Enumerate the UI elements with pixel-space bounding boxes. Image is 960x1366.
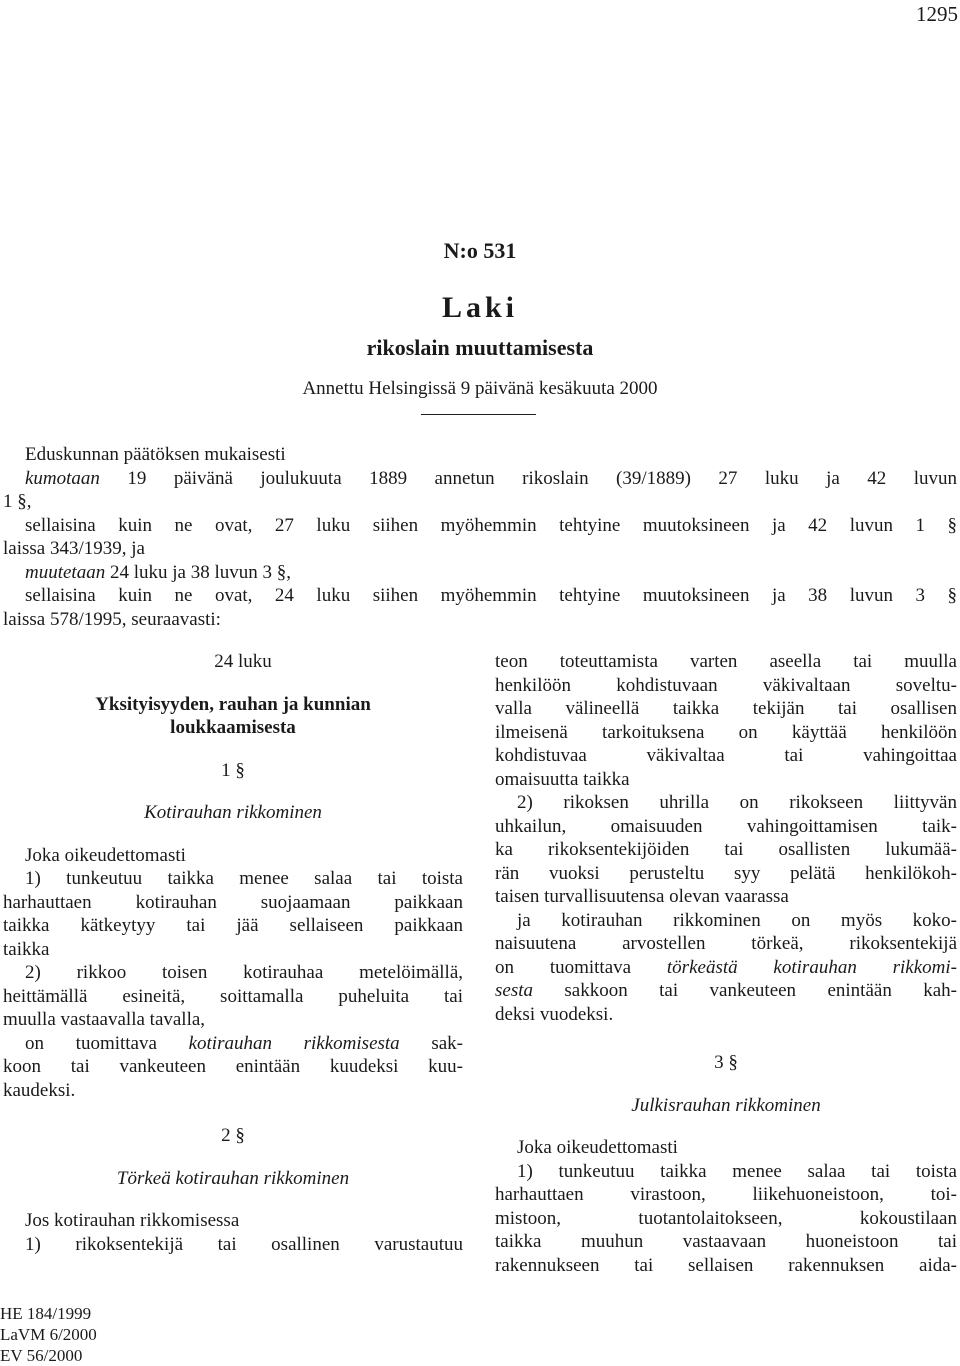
left-column bbox=[3, 650, 463, 1256]
preamble-line: laissa 578/1995, seuraavasti: bbox=[3, 608, 221, 630]
page-number: 1295 bbox=[916, 2, 958, 26]
text-line: naisuutena arvostellen törkeä, rikoksentekijä bbox=[495, 933, 957, 954]
text-line: Joka oikeudettomasti bbox=[25, 844, 186, 866]
text-line: deksi vuodeksi. bbox=[495, 1003, 614, 1025]
text-line: uhkailun, omaisuuden vahingoittamisen taik- bbox=[495, 815, 957, 837]
footnote-references bbox=[0, 1303, 97, 1366]
text-line: rän vuoksi perusteltu syy pelätä henkilökoh- bbox=[495, 862, 957, 884]
text-line: heittämällä esineitä, soittamalla puheluita tai bbox=[3, 985, 463, 1007]
right-column bbox=[495, 650, 957, 1277]
text-line: on tuomittava kotirauhan rikkomisesta sak- bbox=[25, 1032, 464, 1054]
reference-line: HE 184/1999 bbox=[0, 1304, 92, 1323]
chapter-title: Yksityisyyden, rauhan ja kunnian loukkaamisesta bbox=[95, 693, 371, 738]
text-line: taisen turvallisuutensa olevan vaarassa bbox=[495, 886, 789, 907]
text-line: taikka kätkeytyy tai jää sellaiseen paikkaan bbox=[3, 915, 463, 936]
text-line: on tuomittava törkeästä kotirauhan rikkomi- bbox=[495, 956, 958, 978]
act-subtitle: rikoslain muuttamisesta bbox=[366, 335, 594, 360]
preamble-line: sellaisina kuin ne ovat, 24 luku siihen myöhemmin tehtyine muutoksineen ja 38 luvun 3 § bbox=[25, 585, 957, 606]
text-line: taikka muuhun vastaavaan huoneistoon tai bbox=[495, 1231, 957, 1252]
text-line: rakennukseen tai sellaisen rakennuksen aida- bbox=[495, 1254, 957, 1276]
reference-line: LaVM 6/2000 bbox=[0, 1325, 97, 1344]
section-title: Törkeä kotirauhan rikkominen bbox=[116, 1167, 350, 1189]
text-line: 1) rikoksentekijä tai osallinen varustautuu bbox=[25, 1233, 463, 1255]
text-line: harhauttaen kotirauhan suojaamaan paikkaan bbox=[3, 891, 463, 913]
preamble-line: muutetaan 24 luku ja 38 luvun 3 §, bbox=[25, 561, 291, 583]
text-line: Joka oikeudettomasti bbox=[517, 1137, 678, 1158]
section-number: 1 § bbox=[221, 759, 245, 781]
preamble bbox=[3, 443, 957, 631]
section-number: 2 § bbox=[221, 1125, 245, 1146]
enactment-date: Annettu Helsingissä 9 päivänä kesäkuuta 2000 bbox=[302, 378, 658, 399]
reference-line: EV 56/2000 bbox=[0, 1346, 83, 1365]
text-line: valla välineellä taikka tekijän tai osallisen bbox=[495, 698, 957, 719]
text-line: ka rikoksentekijöiden tai osallisten lukumää- bbox=[495, 839, 957, 860]
text-line: taikka bbox=[3, 938, 50, 960]
text-line: kohdistuvaa väkivaltaa tai vahingoittaa bbox=[495, 745, 957, 766]
text-line: harhauttaen virastoon, liikehuoneistoon, toi- bbox=[495, 1184, 957, 1205]
text-line: sesta sakkoon tai vankeuteen enintään kah- bbox=[495, 980, 957, 1001]
text-line: omaisuutta taikka bbox=[495, 768, 630, 790]
text-line: kaudeksi. bbox=[3, 1079, 76, 1101]
act-heading: Laki bbox=[441, 291, 519, 324]
text-line: teon toteuttamista varten aseella tai muulla bbox=[495, 651, 957, 672]
preamble-line: Eduskunnan päätöksen mukaisesti bbox=[25, 444, 286, 465]
text-line: ilmeisenä tarkoituksena on käyttää henkilöön bbox=[495, 721, 957, 743]
text-line: 2) rikoksen uhrilla on rikokseen liittyvän bbox=[517, 792, 957, 813]
text-line: 1) tunkeutuu taikka menee salaa tai toista bbox=[517, 1160, 957, 1182]
text-line: 1) tunkeutuu taikka menee salaa tai toista bbox=[25, 868, 463, 889]
text-line: 2) rikkoo toisen kotirauhaa metelöimällä, bbox=[25, 962, 463, 983]
section-title: Kotirauhan rikkominen bbox=[144, 802, 322, 823]
preamble-line: 1 §, bbox=[3, 491, 32, 512]
chapter-number: 24 luku bbox=[214, 651, 272, 672]
text-line: Jos kotirauhan rikkomisessa bbox=[25, 1210, 240, 1231]
section-number: 3 § bbox=[714, 1052, 738, 1073]
text-line: henkilöön kohdistuvaan väkivaltaan soveltu- bbox=[495, 674, 957, 696]
section-title: Julkisrauhan rikkominen bbox=[631, 1094, 821, 1116]
text-line: koon tai vankeuteen enintään kuudeksi kuu- bbox=[3, 1056, 463, 1077]
header-divider bbox=[421, 414, 536, 415]
text-line: ja kotirauhan rikkominen on myös koko- bbox=[517, 909, 957, 931]
preamble-line: kumotaan 19 päivänä joulukuuta 1889 annetun rikoslain (39/1889) 27 luku ja 42 luvun bbox=[25, 467, 957, 489]
text-line: mistoon, tuotantolaitokseen, kokoustilaan bbox=[495, 1207, 957, 1229]
statute-number: N:o 531 bbox=[443, 238, 517, 263]
preamble-line: laissa 343/1939, ja bbox=[3, 538, 145, 559]
text-line: muulla vastaavalla tavalla, bbox=[3, 1009, 206, 1030]
preamble-line: sellaisina kuin ne ovat, 27 luku siihen myöhemmin tehtyine muutoksineen ja 42 luvun 1 § bbox=[25, 514, 957, 536]
